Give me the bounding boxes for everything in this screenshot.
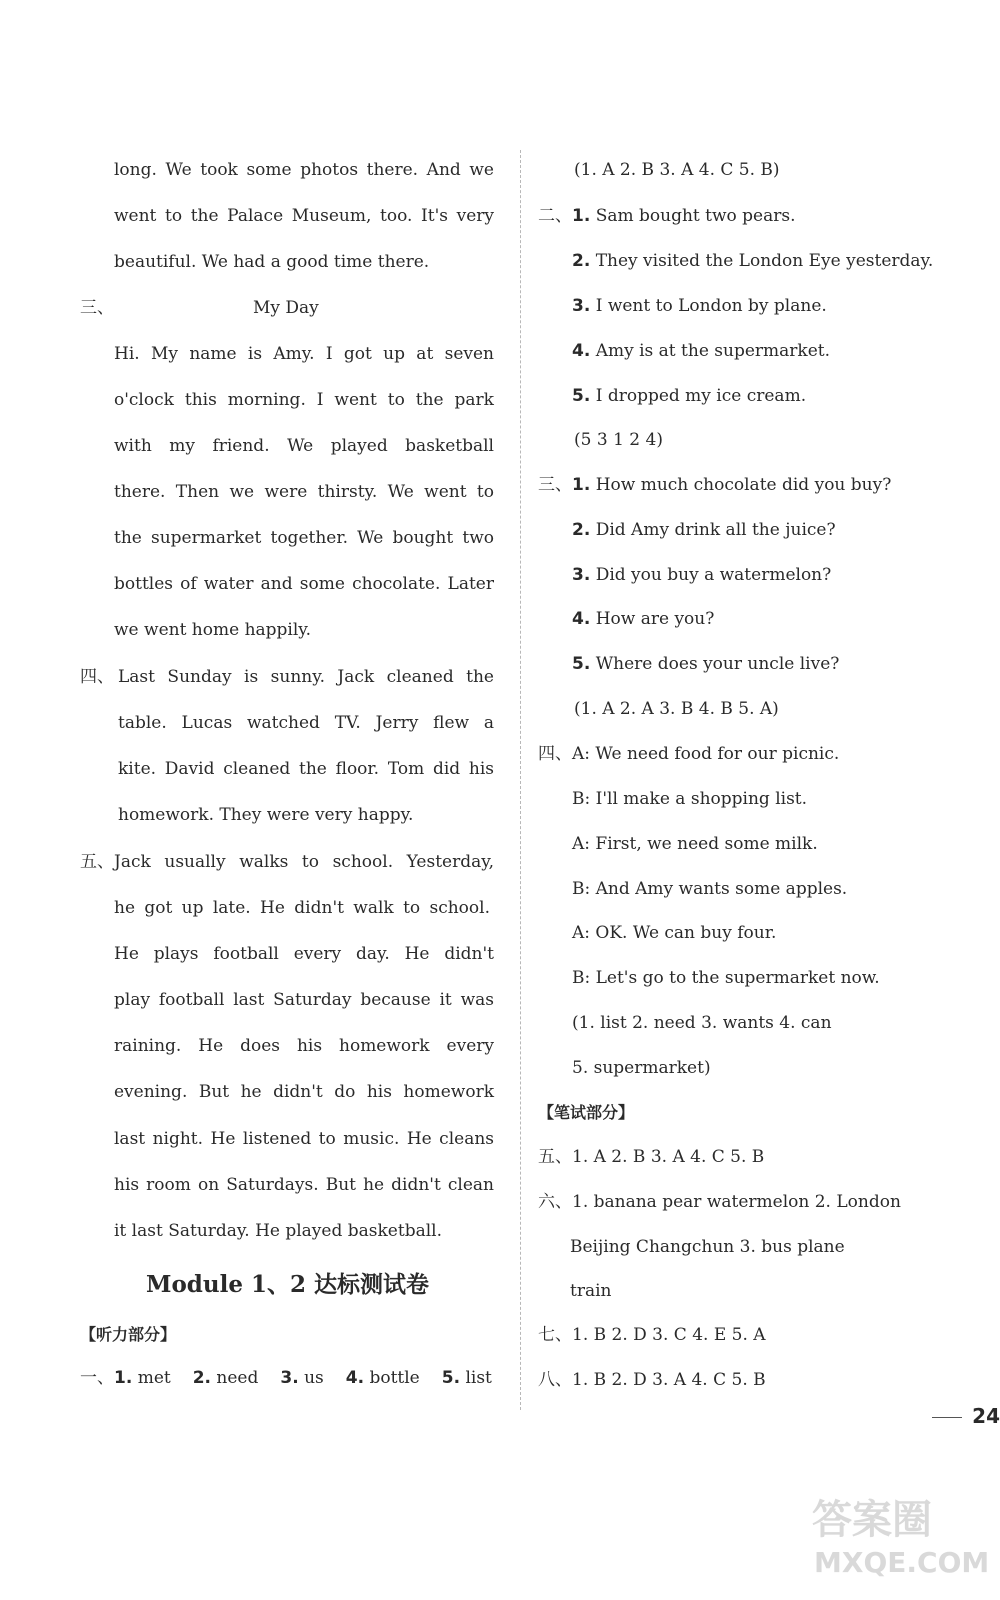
answer-line: Beijing Changchun 3. bus plane [570,1237,845,1257]
item-number: 3. [280,1368,299,1388]
section-marker: 四、 [80,667,114,687]
item-number: 2. [192,1368,212,1388]
section-1-row [80,1366,492,1390]
item-number: 4. [572,341,591,361]
sentence-row [572,607,714,631]
item-number: 2. [572,520,591,540]
sentence-row [572,294,827,318]
sentence-row [572,384,806,408]
text-line: play football last Saturday because it was [114,990,494,1010]
answer-line: (1. list 2. need 3. wants 4. can [572,1013,832,1033]
answer-line: 六、1. banana pear watermelon 2. London [538,1192,901,1212]
dialogue-line: A: OK. We can buy four. [572,923,777,943]
item-number: 4. [572,609,591,629]
sentence: How much chocolate did you buy? [595,475,892,495]
dialogue-line: A: We need food for our picnic. [572,744,840,764]
watermark-text: MXQE.COM [814,1546,990,1579]
page-number: 24 [972,1404,1000,1428]
item-number: 3. [572,565,591,585]
item-number: 1. [114,1368,133,1388]
text-line: the supermarket together. We bought two [114,528,494,548]
watermark-logo: 答案圈 [812,1497,932,1543]
answer-line: train [570,1281,612,1301]
text-line: there. Then we were thirsty. We went to [114,482,494,502]
sentence: Sam bought two pears. [595,206,796,226]
written-label: 【笔试部分】 [538,1103,635,1122]
text-line: homework. They were very happy. [118,805,414,825]
answer-line: 八、1. B 2. D 3. A 4. C 5. B [538,1370,766,1390]
sentence-row [572,652,839,676]
text-line: Hi. My name is Amy. I got up at seven [114,344,494,364]
answer-line: 5. supermarket) [572,1058,711,1078]
sentence-row [572,473,891,497]
sentence: I went to London by plane. [595,296,827,316]
answer-word: list [465,1368,492,1388]
text-line: it last Saturday. He played basketball. [114,1221,442,1241]
item-number: 1. [572,206,591,226]
essay-title: My Day [253,298,319,318]
sentence-row [572,204,796,228]
sentence-row [572,563,831,587]
text-line: he got up late. He didn't walk to school. [114,898,490,918]
text-line: evening. But he didn't do his homework [114,1082,494,1102]
column-divider [520,150,521,1410]
sentence: Where does your uncle live? [595,654,840,674]
sentence-row [572,518,836,542]
answer-word: need [216,1368,259,1388]
sentence: Did Amy drink all the juice? [595,520,836,540]
item-number: 2. [572,251,591,271]
dialogue-line: B: I'll make a shopping list. [572,789,808,809]
text-line: we went home happily. [114,620,312,640]
item-number: 3. [572,296,591,316]
sentence: Did you buy a watermelon? [595,565,832,585]
item-number: 1. [572,475,591,495]
text-line: Last Sunday is sunny. Jack cleaned the [118,667,494,687]
section-marker: 一、 [80,1368,114,1388]
answer-line: (1. A 2. A 3. B 4. B 5. A) [574,699,779,719]
listening-label: 【听力部分】 [80,1325,177,1344]
dialogue-line: B: And Amy wants some apples. [572,879,848,899]
section-marker: 四、 [538,744,572,764]
text-line: Jack usually walks to school. Yesterday, [114,852,494,872]
text-line: beautiful. We had a good time there. [114,252,430,272]
answer-word: us [304,1368,324,1388]
answer-line: 五、1. A 2. B 3. A 4. C 5. B [538,1147,765,1167]
item-number: 5. [441,1368,461,1388]
text-line: bottles of water and some chocolate. Later [114,574,494,594]
text-line: with my friend. We played basketball [114,436,494,456]
answer-line: (1. A 2. B 3. A 4. C 5. B) [574,160,780,180]
answer-line: (5 3 1 2 4) [574,430,663,450]
section-marker: 五、 [80,852,114,872]
sentence: They visited the London Eye yesterday. [595,251,934,271]
item-number: 5. [572,386,591,406]
section-marker: 三、 [80,298,114,318]
text-line: raining. He does his homework every [114,1036,494,1056]
text-line: his room on Saturdays. But he didn't clean [114,1175,494,1195]
text-line: He plays football every day. He didn't [114,944,494,964]
page-number-rule [932,1417,962,1418]
text-line: went to the Palace Museum, too. It's very [114,206,494,226]
sentence-row [572,339,830,363]
dialogue-line: A: First, we need some milk. [572,834,818,854]
item-number: 5. [572,654,591,674]
text-line: long. We took some photos there. And we [114,160,494,180]
sentence: I dropped my ice cream. [595,386,807,406]
answer-word: met [137,1368,171,1388]
sentence-row [572,249,933,273]
text-line: kite. David cleaned the floor. Tom did his [118,759,494,779]
item-number: 4. [345,1368,365,1388]
section-marker: 三、 [538,475,572,495]
section-marker: 二、 [538,206,572,226]
sentence: Amy is at the supermarket. [595,341,831,361]
module-heading: Module 1、2 达标测试卷 [146,1271,429,1298]
text-line: o'clock this morning. I went to the park [114,390,494,410]
dialogue-line: B: Let's go to the supermarket now. [572,968,880,988]
answer-line: 七、1. B 2. D 3. C 4. E 5. A [538,1325,766,1345]
text-line: table. Lucas watched TV. Jerry flew a [118,713,494,733]
sentence: How are you? [595,609,715,629]
text-line: last night. He listened to music. He cleans [114,1129,494,1149]
answer-word: bottle [369,1368,420,1388]
